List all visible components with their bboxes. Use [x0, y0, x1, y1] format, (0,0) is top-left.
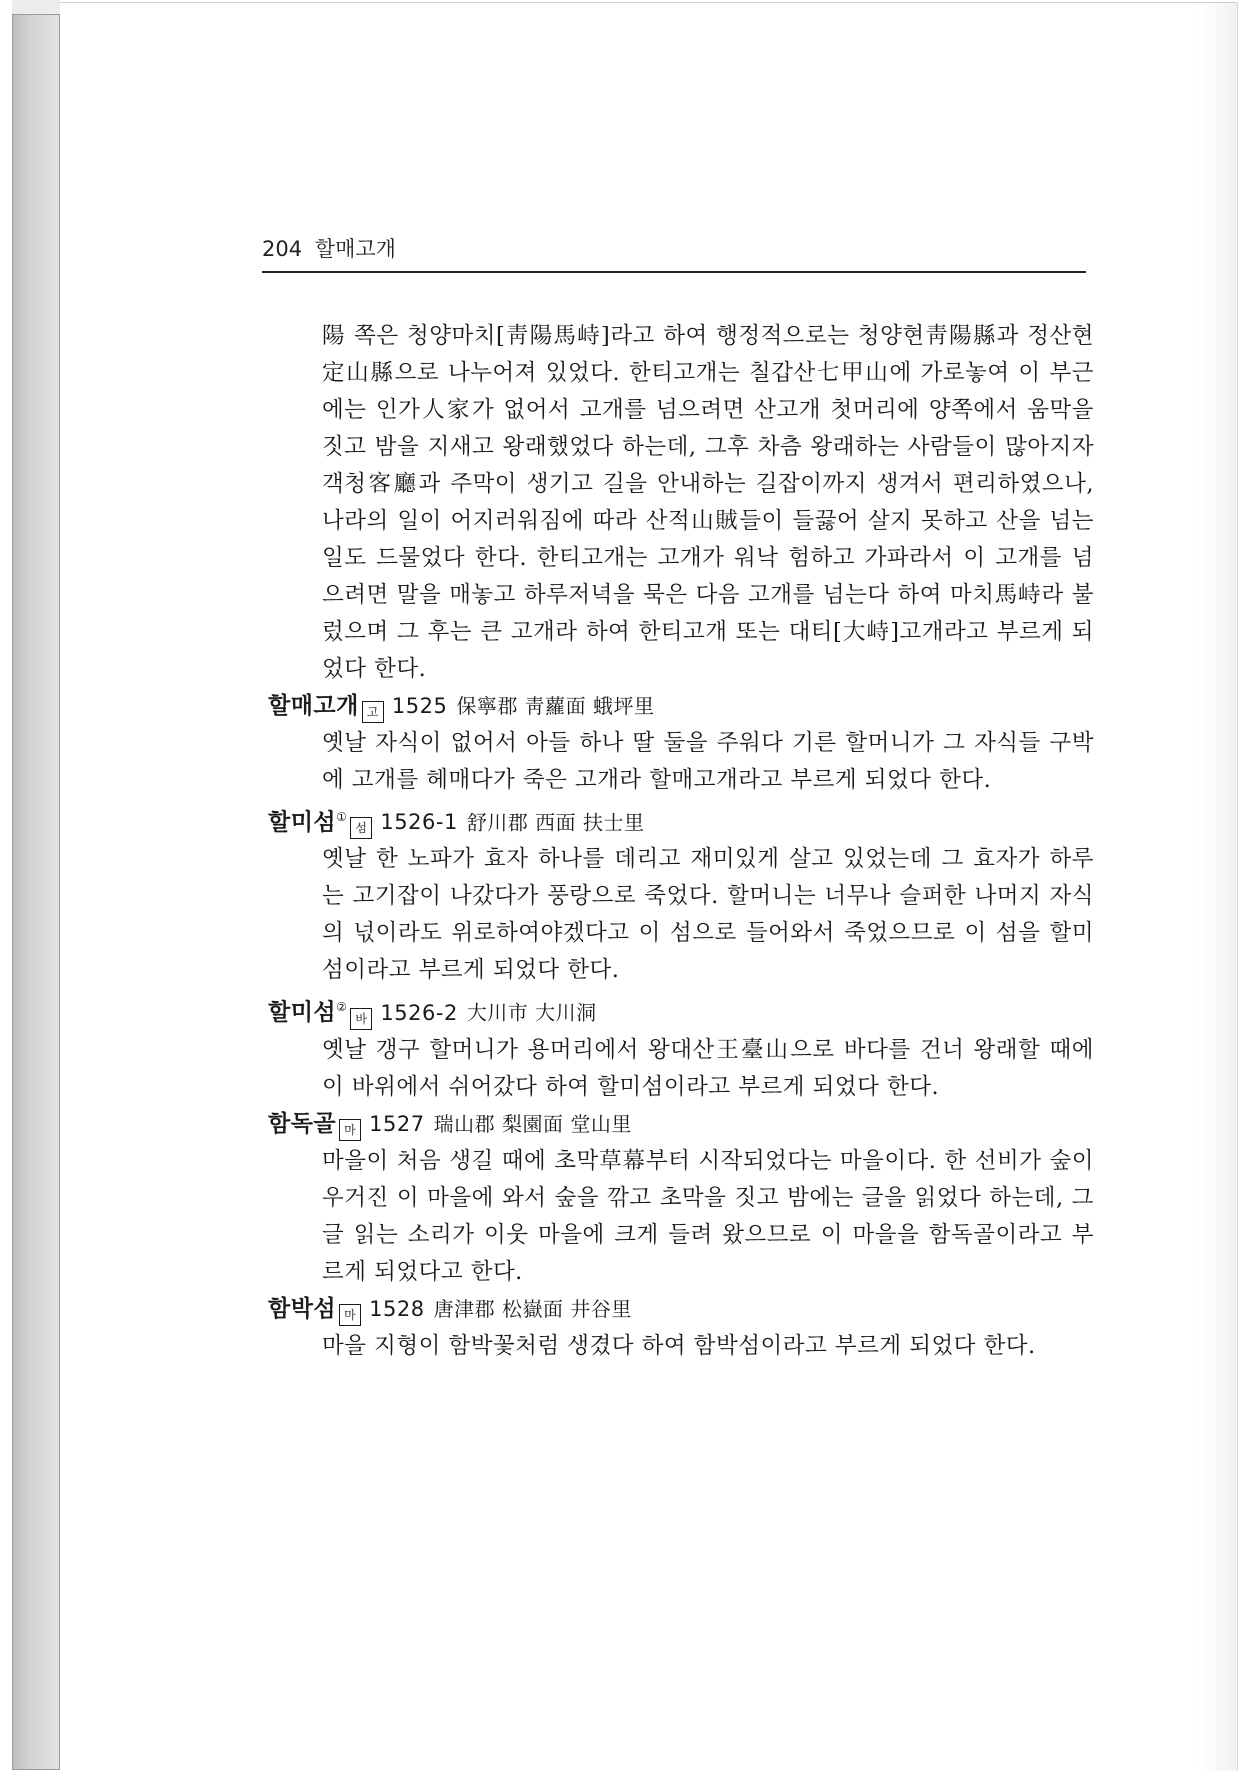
- entry-term: 할미섬: [268, 809, 337, 836]
- entry-type-badge: 마: [339, 1119, 361, 1141]
- page-body: [268, 318, 1094, 1365]
- entry: [268, 688, 1094, 799]
- entry-heading: [268, 799, 1094, 841]
- entry-text: 옛날 한 노파가 효자 하나를 데리고 재미있게 살고 있었는데 그 효자가 하루는 고기잡이 나갔다가 풍랑으로 죽었다. 할머니는 너무나 슬퍼한 나머지 자식의 넋이라도 위로하여야겠다고 이 섬으로 들어와서 죽었으므로 이 섬을 할미섬이라고 부르게 되었다 한다.: [322, 846, 1094, 984]
- entry-heading: [268, 688, 1094, 725]
- entry-text: 마을이 처음 생길 때에 초막草幕부터 시작되었다는 마을이다. 한 선비가 숲이 우거진 이 마을에 와서 숲을 깎고 초막을 짓고 밤에는 글을 읽었다 하는데, 그 글 읽는 소리가 이웃 마을에 크게 들려 왔으므로 이 마을을 함독골이라고 부르게 되었다고 한다.: [322, 1147, 1094, 1285]
- entry-type-badge: 마: [339, 1304, 361, 1326]
- entry-term: 함독골: [268, 1110, 337, 1137]
- entry-text: 옛날 갱구 할머니가 용머리에서 왕대산王臺山으로 바다를 건너 왕래할 때에 이 바위에서 쉬어갔다 하여 할미섬이라고 부르게 되었다 한다.: [322, 1036, 1094, 1100]
- entry: [268, 1106, 1094, 1291]
- entry-heading: [268, 1106, 1094, 1143]
- entry-number: 1527: [369, 1111, 425, 1136]
- entry-location: 瑞山郡 梨園面 堂山里: [433, 1111, 632, 1136]
- entry-number: 1526-1: [380, 810, 458, 835]
- entry-type-badge: 바: [350, 1008, 372, 1030]
- entry-location: 大川市 大川洞: [466, 1000, 597, 1025]
- page-number: 204: [262, 237, 303, 261]
- entry-heading: [268, 1291, 1094, 1328]
- entry-heading: [268, 989, 1094, 1031]
- running-header: [262, 233, 1086, 263]
- entry-text: 옛날 자식이 없어서 아들 하나 딸 둘을 주워다 기른 할머니가 그 자식들 구박에 고개를 헤매다가 죽은 고개라 할매고개라고 부르게 되었다 한다.: [322, 730, 1094, 793]
- entry: [268, 799, 1094, 989]
- entry-number: 1526-2: [380, 1000, 458, 1025]
- book-spine: [12, 14, 60, 1770]
- entry-location: 保寧郡 靑蘿面 蛾坪里: [456, 694, 655, 718]
- entry-number: 1525: [391, 694, 448, 718]
- entry-variant-mark: ①: [336, 810, 348, 824]
- entry-term: 함박섬: [268, 1295, 337, 1322]
- entry-text: 마을 지형이 함박꽃처럼 생겼다 하여 함박섬이라고 부르게 되었다 한다.: [322, 1332, 1036, 1359]
- intro-paragraph: 陽 쪽은 청양마치[靑陽馬峙]라고 하여 행정적으로는 청양현靑陽縣과 정산현定山縣으로 나누어져 있었다. 한티고개는 칠갑산七甲山에 가로놓여 이 부근에는 인가人家가 없어서 고개를 넘으려면 산고개 첫머리에 양쪽에서 움막을 짓고 밤을 지새고 왕래했었다 하는데, 그후 차츰 왕래하는 사람들이 많아지자 객청客廳과 주막이 생기고 길을 안내하는 길잡이까지 생겨서 편리하였으나, 나라의 일이 어지러워짐에 따라 산적山賊들이 들끓어 살지 못하고 산을 넘는 일도 드물었다 한다. 한티고개는 고개가 워낙 험하고 가파라서 이 고개를 넘으려면 말을 매놓고 하루저녁을 묵은 다음 고개를 넘는다 하여 마치馬峙라 불렀으며 그 후는 큰 고개라 하여 한티고개 또는 대티[大峙]고개라고 부르게 되었다 한다.: [322, 323, 1094, 682]
- entry-location: 舒川郡 西面 扶士里: [466, 810, 645, 835]
- header-rule: [262, 271, 1086, 273]
- entry-type-badge: 섬: [350, 817, 372, 839]
- entry: [268, 1291, 1094, 1365]
- entry-location: 唐津郡 松嶽面 井谷里: [433, 1296, 632, 1321]
- page-edge-shadow: [1197, 3, 1237, 1771]
- entry: [268, 989, 1094, 1105]
- running-title: 할매고개: [314, 237, 396, 261]
- entry-number: 1528: [369, 1296, 425, 1321]
- entry-type-badge: 고: [362, 701, 384, 723]
- entry-term: 할미섬: [268, 999, 337, 1026]
- entry-variant-mark: ②: [336, 1000, 348, 1015]
- entry-term: 할매고개: [268, 693, 359, 719]
